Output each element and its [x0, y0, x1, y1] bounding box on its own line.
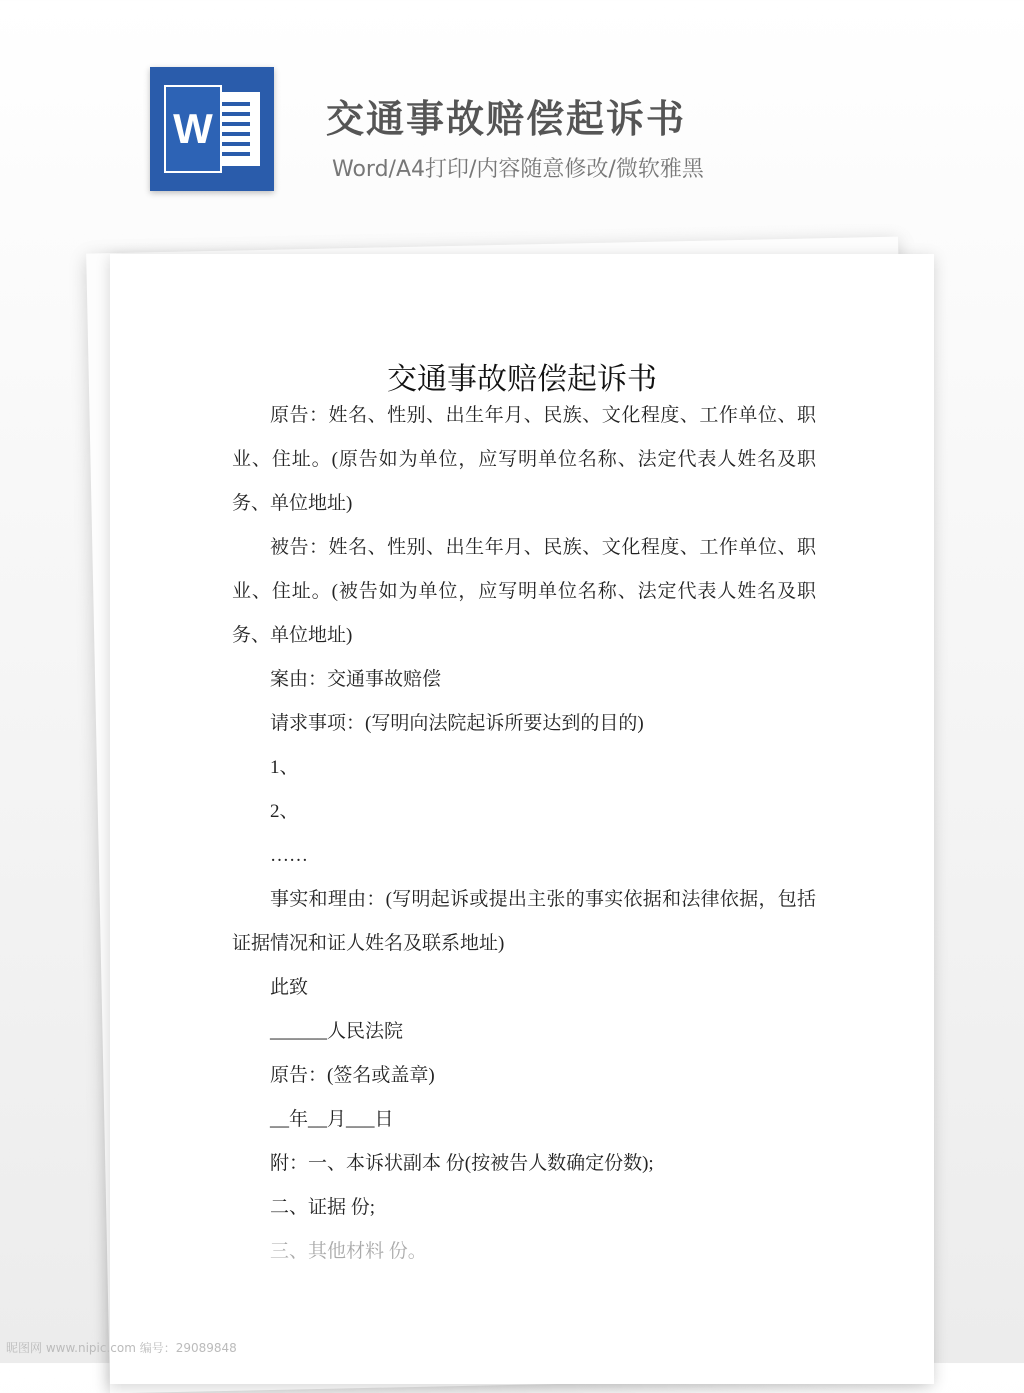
paragraph-attachment-3: 三、其他材料 份。	[270, 1241, 427, 1262]
paragraph-court: ______人民法院	[270, 1021, 404, 1042]
paragraph-attachment-1: 附：一、本诉状副本 份(按被告人数确定份数);	[270, 1153, 654, 1174]
paragraph-item-1: 1、	[270, 757, 299, 778]
paragraph-attachment-2: 二、证据 份;	[270, 1197, 376, 1218]
paragraph-plaintiff: 原告：姓名、性别、出生年月、民族、文化程度、工作单位、职业、住址。(原告如为单位，应写明单位名称、法定代表人姓名及职务、单位地址)	[232, 405, 816, 514]
header-subtitle: Word/A4打印/内容随意修改/微软雅黑	[332, 157, 704, 182]
word-logo	[150, 67, 274, 191]
word-icon: W	[164, 85, 222, 173]
paragraph-facts: 事实和理由：(写明起诉或提出主张的事实依据和法律依据，包括证据情况和证人姓名及联系地址)	[232, 889, 816, 954]
header-title: 交通事故赔偿起诉书	[326, 97, 687, 141]
paragraph-salutation: 此致	[270, 977, 309, 998]
paragraph-defendant: 被告：姓名、性别、出生年月、民族、文化程度、工作单位、职业、住址。(被告如为单位，应写明单位名称、法定代表人姓名及职务、单位地址)	[232, 537, 816, 646]
document-page	[110, 254, 934, 1384]
paragraph-cause: 案由：交通事故赔偿	[270, 669, 442, 690]
document-body	[232, 394, 816, 1274]
paragraph-ellipsis: ……	[270, 845, 308, 866]
paragraph-date: __年__月___日	[270, 1109, 394, 1130]
paragraph-item-2: 2、	[270, 801, 299, 822]
paragraph-signature: 原告：(签名或盖章)	[270, 1065, 435, 1086]
watermark-text: 昵图网 www.nipic.com 编号：29089848	[6, 1341, 237, 1355]
document-title: 交通事故赔偿起诉书	[387, 363, 657, 396]
paragraph-claims: 请求事项：(写明向法院起诉所要达到的目的)	[270, 713, 644, 734]
